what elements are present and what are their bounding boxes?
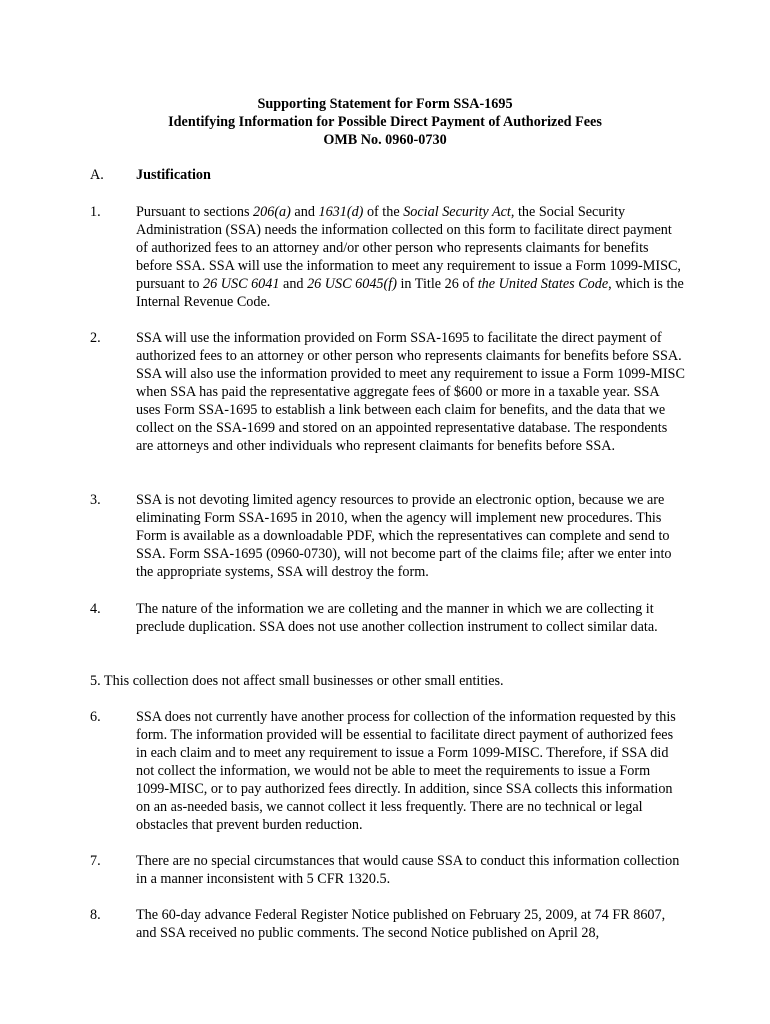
text-run: SSA is not devoting limited agency resources to provide an electronic option, because we are eliminating Form SSA-1695 in 2010, when the agency will implement new procedures. This Form is available as a downloadable PDF, which the representatives can complete and send to SSA. Form SSA-1695 (0960-0730), will not become part of the claims file; after we enter into the appropriate systems, SSA will destroy the form. <box>136 492 672 580</box>
paragraph-text <box>136 203 686 311</box>
text-run: Pursuant to sections <box>136 204 254 220</box>
italic-citation: 26 USC 6041 <box>203 276 280 292</box>
text-run: The 60-day advance Federal Register Notice published on February 25, 2009, at 74 FR 8607, and SSA received no public comments. The second Notice published on April 28, <box>136 907 666 941</box>
header-subtitle: Identifying Information for Possible Direct Payment of Authorized Fees <box>168 114 602 130</box>
paragraph-number: 2. <box>90 330 101 346</box>
paragraph-5: 5. This collection does not affect small businesses or other small entities. <box>90 673 504 689</box>
paragraph-text <box>136 906 686 942</box>
header-title: Supporting Statement for Form SSA-1695 <box>257 96 513 112</box>
text-run: SSA will use the information provided on Form SSA-1695 to facilitate the direct payment of authorized fees to an attorney or other person who represents claimants for benefits before SSA. SSA will also use the information provided to meet any requirement to issue a Form 1099-MISC when SSA has paid the representative aggregate fees of $600 or more in a taxable year. SSA uses Form SSA-1695 to establish a link between each claim for benefits, and the data that we collect on the SSA-1699 and stored on an appointed representative database. The respondents are attorneys and other individuals who represent claimants for benefits before SSA. <box>136 330 685 454</box>
italic-citation: 1631(d) <box>318 204 364 220</box>
section-title: Justification <box>136 167 211 183</box>
text-run: in Title 26 of <box>396 276 478 292</box>
text-run: SSA does not currently have another process for collection of the information requested by this form. The information provided will be essential to facilitate direct payment of authorized fees in each claim and to meet any requirement to issue a Form 1099-MISC. Therefore, if SSA did not collect the information, we would not be able to meet the requirements to issue a Form 1099-MISC, or to pay authorized fees directly. In addition, since SSA collects this information on an as-needed basis, we cannot collect it less frequently. There are no technical or legal obstacles that prevent burden reduction. <box>136 709 676 833</box>
paragraph-number: 3. <box>90 492 101 508</box>
paragraph-number: 4. <box>90 601 101 617</box>
paragraph-number: 1. <box>90 204 101 220</box>
paragraph-text <box>136 600 686 636</box>
header-omb-number: OMB No. 0960-0730 <box>323 132 447 148</box>
paragraph-number: 7. <box>90 853 101 869</box>
italic-citation: 206(a) <box>253 204 291 220</box>
text-run: and <box>290 204 319 220</box>
paragraph-text <box>136 329 686 455</box>
paragraph-text <box>136 852 686 888</box>
paragraph-text <box>136 491 686 581</box>
document-header <box>0 95 770 149</box>
text-run: , the Social Security Administration (SSA) needs the information collected on this form to facilitate direct payment of authorized fees to an attorney and/or other person who represents claimants for benefits before SSA. SSA will use the information to meet any requirement to issue a Form 1099-MISC, pursuant to <box>136 204 681 292</box>
text-run: The nature of the information we are colleting and the manner in which we are collecting it preclude duplication. SSA does not use another collection instrument to collect similar data. <box>136 601 658 635</box>
paragraph-number: 6. <box>90 709 101 725</box>
text-run: of the <box>363 204 404 220</box>
section-letter: A. <box>90 167 104 183</box>
paragraph-text <box>136 708 686 834</box>
paragraph-number: 8. <box>90 907 101 923</box>
text-run: and <box>279 276 308 292</box>
text-run: There are no special circumstances that would cause SSA to conduct this information collection in a manner inconsistent with 5 CFR 1320.5. <box>136 853 680 887</box>
italic-citation: the United States Code <box>477 276 609 292</box>
text-run: , which is the Internal Revenue Code. <box>136 276 684 310</box>
italic-citation: Social Security Act <box>403 204 511 220</box>
italic-citation: 26 USC 6045(f) <box>307 276 397 292</box>
